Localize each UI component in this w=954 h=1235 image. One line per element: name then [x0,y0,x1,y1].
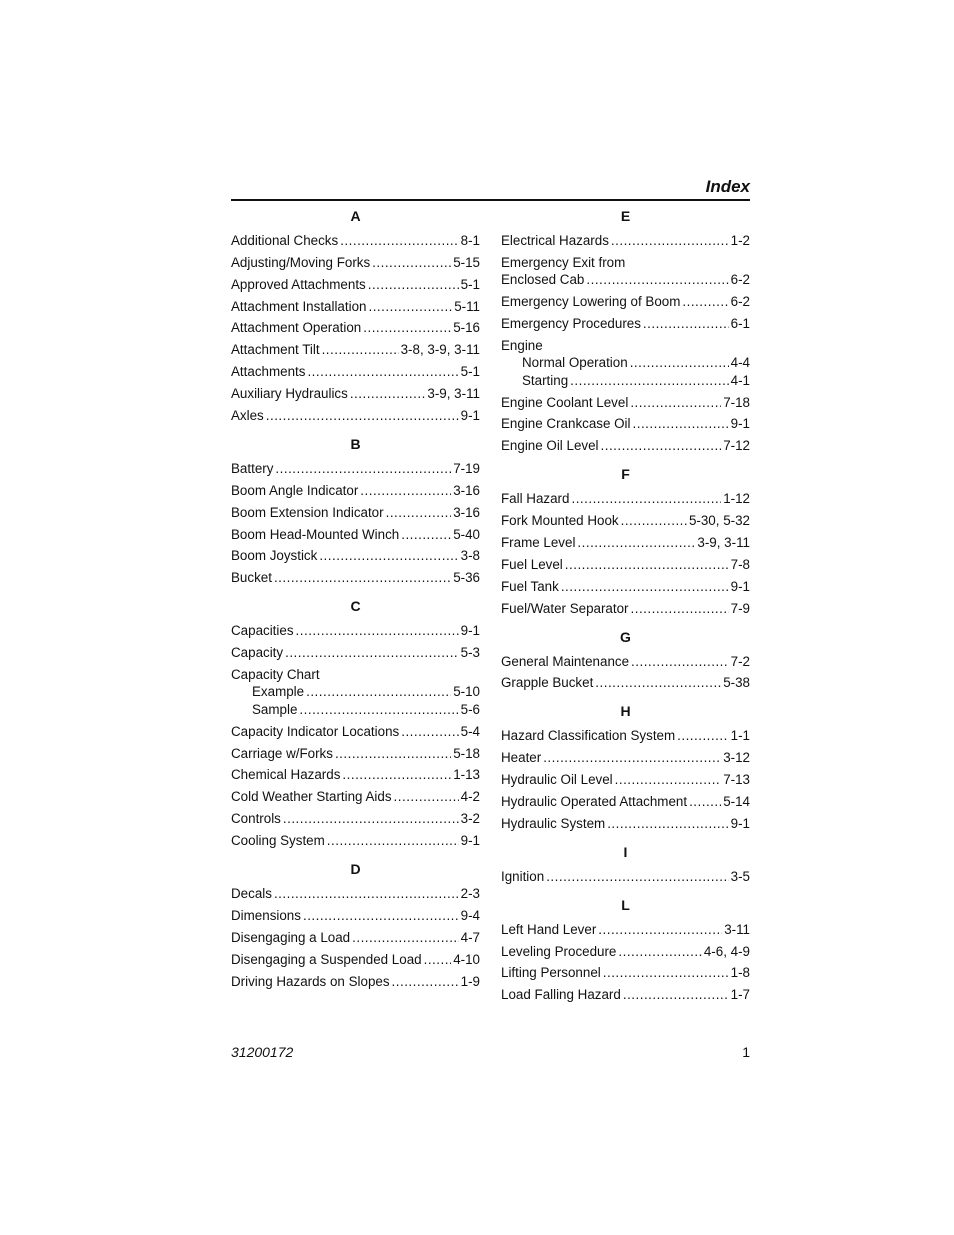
entry-page: 1-12 [723,491,750,507]
leader-dots [615,771,722,788]
capacity-chart-subentries [231,683,480,718]
leader-dots [586,271,728,288]
entry-page: 5-11 [454,298,480,314]
leader-dots [394,788,459,805]
leader-dots [577,534,695,551]
leader-dots [561,578,729,595]
entry-page: 4-10 [453,951,480,967]
entry-label: Capacities [231,623,294,639]
entry-label: Fuel Level [501,556,563,572]
leader-dots [598,921,722,938]
entry-page: 7-8 [730,556,750,572]
entry-page: 8-1 [460,232,480,248]
index-entry [501,916,750,938]
entry-label: Ignition [501,868,545,884]
index-subentry [231,683,480,700]
entry-page: 6-2 [730,294,750,310]
entry-label: Carriage w/Forks [231,745,333,761]
leader-dots [543,749,721,766]
entry-label: Driving Hazards on Slopes [231,973,390,989]
section-letter-a: A [350,208,361,224]
entry-page: 9-1 [460,408,480,424]
index-entry [501,551,750,573]
section-letter-f: F [621,466,630,483]
index-entry [231,227,480,249]
entry-page: 5-18 [453,745,480,761]
entry-label: Attachment Operation [231,320,362,336]
leader-dots [595,674,721,691]
index-entry [231,293,480,315]
index-entry [231,380,480,402]
entry-label: Starting [522,372,569,388]
leader-dots [623,986,729,1003]
entry-label: Boom Head-Mounted Winch [231,526,400,542]
page-title: Index [705,177,750,196]
index-entry [501,288,750,310]
entry-label: Fork Mounted Hook [501,513,619,529]
entry-label: Attachment Installation [231,298,367,314]
index-entry [501,722,750,744]
leader-dots [631,600,729,617]
section-b [231,455,480,586]
entry-label: Approved Attachments [231,276,366,292]
entry-page: 5-16 [453,320,480,336]
index-subentry [501,371,750,388]
index-entry [501,670,750,692]
section-a [231,227,480,424]
leader-dots [611,232,729,249]
entry-label: Grapple Bucket [501,675,594,691]
index-entry [231,805,480,827]
leader-dots [601,437,722,454]
index-entry [501,788,750,810]
leader-dots [643,315,729,332]
header-rule [231,199,750,201]
section-f [501,485,750,616]
entry-label: Disengaging a Load [231,929,351,945]
entry-label: Frame Level [501,534,576,550]
entry-label: Additional Checks [231,232,339,248]
entry-page: 3-9, 3-11 [697,534,750,550]
index-entry [231,639,480,661]
index-entry [501,595,750,617]
leader-dots [682,293,728,310]
index-entry [501,432,750,454]
entry-page: 5-10 [453,684,480,700]
index-entry [231,564,480,586]
section-g [501,648,750,692]
entry-page: 3-8, 3-9, 3-11 [400,342,480,358]
engine-subentries [501,354,750,389]
index-entry [231,924,480,946]
entry-page: 5-1 [460,276,480,292]
entry-label: Capacity [231,645,284,661]
index-entry [231,249,480,271]
entry-label: Axles [231,408,264,424]
section-letter-c: C [350,598,361,615]
index-entry [231,718,480,740]
entry-page: 9-4 [460,907,480,923]
entry-page: 9-1 [730,578,750,594]
entry-page: 5-14 [723,793,750,809]
section-letter-l: L [621,896,630,913]
index-entry [231,336,480,358]
section-letter-g: G [620,628,631,645]
entry-page: 7-19 [453,460,480,476]
entry-label: Example [252,684,305,700]
leader-dots [689,793,721,810]
entry-label: Hazard Classification System [501,728,676,744]
leader-dots [350,385,426,402]
leader-dots [307,363,458,380]
entry-label: Load Falling Hazard [501,987,621,1003]
section-e-entries-2 [501,288,750,332]
leader-dots [565,556,729,573]
entry-label: Auxiliary Hydraulics [231,386,348,402]
entry-label: Left Hand Lever [501,921,597,937]
leader-dots [368,276,459,293]
leader-dots [283,810,459,827]
entry-page: 7-13 [723,772,750,788]
index-entry [501,810,750,832]
leader-dots [322,341,399,358]
entry-label: Disengaging a Suspended Load [231,951,422,967]
leader-dots [335,745,451,762]
section-letter-b: B [350,436,361,453]
index-entry-engine: Engine [501,337,543,353]
entry-page: 4-6, 4-9 [703,943,750,959]
section-letter-h: H [620,703,631,720]
index-entry [231,762,480,784]
index-entry [231,740,480,762]
leader-dots [392,973,459,990]
index-entry [501,411,750,433]
leader-dots [630,354,729,371]
index-entry [231,521,480,543]
index-entry [501,507,750,529]
index-entry [501,389,750,411]
entry-label: Emergency Lowering of Boom [501,294,681,310]
entry-page: 5-3 [460,645,480,661]
leader-dots [571,490,721,507]
index-entry [231,880,480,902]
entry-label: Engine Oil Level [501,438,599,454]
entry-page: 1-8 [730,965,750,981]
entry-label: Lifting Personnel [501,965,601,981]
entry-page: 3-16 [453,504,480,520]
entry-page: 1-1 [730,728,750,744]
leader-dots [372,254,451,271]
index-entry [501,981,750,1003]
entry-page: 7-9 [730,600,750,616]
section-i [501,863,750,885]
leader-dots [618,943,701,960]
section-e-entries-3 [501,389,750,455]
leader-dots [296,622,459,639]
section-d [231,880,480,989]
leader-dots [386,504,452,521]
entry-page: 7-12 [723,438,750,454]
index-entry [231,617,480,639]
leader-dots [360,482,451,499]
entry-label: Fuel Tank [501,578,559,594]
entry-label: Engine Crankcase Oil [501,416,631,432]
section-c [231,617,480,849]
index-entry [501,485,750,507]
leader-dots [603,964,729,981]
entry-page: 9-1 [460,833,480,849]
page-number: 1 [742,1044,750,1060]
section-letter-d: D [350,861,361,878]
leader-dots [631,653,729,670]
entry-label: Electrical Hazards [501,232,609,248]
leader-dots [546,868,728,885]
entry-label: Leveling Procedure [501,943,617,959]
leader-dots [630,394,721,411]
entry-label: Decals [231,886,272,902]
leader-dots [266,407,459,424]
entry-page: 5-40 [453,526,480,542]
entry-label: Boom Angle Indicator [231,482,359,498]
leader-dots [424,951,452,968]
entry-label: Hydraulic System [501,815,606,831]
index-entry [231,827,480,849]
entry-label: Normal Operation [522,355,628,371]
entry-label: Chemical Hazards [231,767,341,783]
entry-page: 5-38 [723,675,750,691]
entry-page: 3-11 [724,921,750,937]
index-entry [501,648,750,670]
entry-page: 5-30, 5-32 [688,513,750,529]
entry-page: 5-1 [460,364,480,380]
leader-dots [570,372,728,389]
entry-label: Fuel/Water Separator [501,600,629,616]
entry-page: 2-3 [460,886,480,902]
index-subentry [231,700,480,717]
entry-page: 1-2 [730,232,750,248]
index-entry [501,766,750,788]
entry-page: 1-7 [730,987,750,1003]
leader-dots [633,415,729,432]
index-entry [501,227,750,249]
leader-dots [275,460,451,477]
index-entry [501,573,750,595]
leader-dots [340,232,458,249]
section-c-entries-1 [231,617,480,661]
index-entry [231,968,480,990]
entry-page: 6-1 [730,315,750,331]
section-e [501,227,750,454]
leader-dots [306,683,451,700]
index-entry [501,744,750,766]
entry-page: 4-4 [730,355,750,371]
entry-page: 7-18 [723,394,750,410]
entry-label: Hydraulic Oil Level [501,772,613,788]
entry-page: 4-1 [730,372,750,388]
entry-label: Sample [252,701,298,717]
index-subentry [501,354,750,371]
index-entry [501,938,750,960]
entry-label: Capacity Indicator Locations [231,723,400,739]
leader-dots [342,766,451,783]
entry-page: 4-7 [460,929,480,945]
leader-dots [285,644,459,661]
section-letter-e: E [620,208,631,224]
leader-dots [401,723,458,740]
entry-label: Attachment Tilt [231,342,320,358]
section-h [501,722,750,831]
leader-dots [299,701,458,718]
index-entry [501,310,750,332]
entry-label: Controls [231,811,281,827]
entry-page: 3-9, 3-11 [427,386,480,402]
index-entry [501,863,750,885]
index-entry [231,271,480,293]
index-entry [231,477,480,499]
entry-page: 3-8 [460,548,480,564]
index-entry-enclosed-cab [501,271,750,288]
entry-label: Enclosed Cab [501,272,585,288]
entry-label: Cold Weather Starting Aids [231,789,392,805]
section-letter-i: I [623,843,628,860]
entry-label: Adjusting/Moving Forks [231,254,371,270]
entry-page: 9-1 [460,623,480,639]
leader-dots [274,885,459,902]
leader-dots [319,547,458,564]
entry-page: 5-15 [453,254,480,270]
entry-label: Dimensions [231,907,301,923]
entry-page: 3-12 [723,750,750,766]
leader-dots [327,832,459,849]
leader-dots [621,512,687,529]
entry-page: 3-16 [453,482,480,498]
section-l [501,916,750,1004]
entry-label: Heater [501,750,542,766]
entry-page: 5-4 [460,723,480,739]
entry-page: 9-1 [730,815,750,831]
index-entry [231,902,480,924]
entry-label: Hydraulic Operated Attachment [501,793,688,809]
leader-dots [303,907,459,924]
index-entry [231,402,480,424]
entry-label: Attachments [231,364,306,380]
index-entry [231,455,480,477]
entry-page: 1-9 [460,973,480,989]
leader-dots [368,298,452,315]
index-entry [231,358,480,380]
section-c-entries-2 [231,718,480,849]
entry-label: Fall Hazard [501,491,570,507]
document-number: 31200172 [231,1044,294,1060]
entry-page: 3-5 [730,868,750,884]
leader-dots [677,727,729,744]
index-entry [231,499,480,521]
leader-dots [352,929,459,946]
entry-page: 4-2 [460,789,480,805]
index-entry [231,543,480,565]
entry-page: 9-1 [730,416,750,432]
entry-label: Boom Joystick [231,548,318,564]
entry-label: Boom Extension Indicator [231,504,384,520]
index-entry [231,946,480,968]
entry-label: Bucket [231,570,272,586]
entry-label: General Maintenance [501,653,630,669]
index-column-left [231,205,480,990]
entry-page: 7-2 [730,653,750,669]
section-e-entries-1 [501,227,750,249]
entry-page: 6-2 [730,272,750,288]
leader-dots [363,319,451,336]
index-column-right [501,205,750,1003]
entry-page: 5-6 [460,701,480,717]
entry-page: 1-13 [453,767,480,783]
leader-dots [607,815,728,832]
entry-label: Engine Coolant Level [501,394,629,410]
entry-label: Battery [231,460,274,476]
index-entry [231,315,480,337]
entry-label: Cooling System [231,833,325,849]
entry-page: 5-36 [453,570,480,586]
index-entry-capacity-chart: Capacity Chart [231,667,320,683]
index-entry [231,783,480,805]
leader-dots [401,526,451,543]
leader-dots [274,569,451,586]
index-entry-emergency-exit: Emergency Exit from [501,254,626,270]
entry-label: Emergency Procedures [501,315,641,331]
index-entry [501,960,750,982]
entry-page: 3-2 [460,811,480,827]
index-entry [501,529,750,551]
